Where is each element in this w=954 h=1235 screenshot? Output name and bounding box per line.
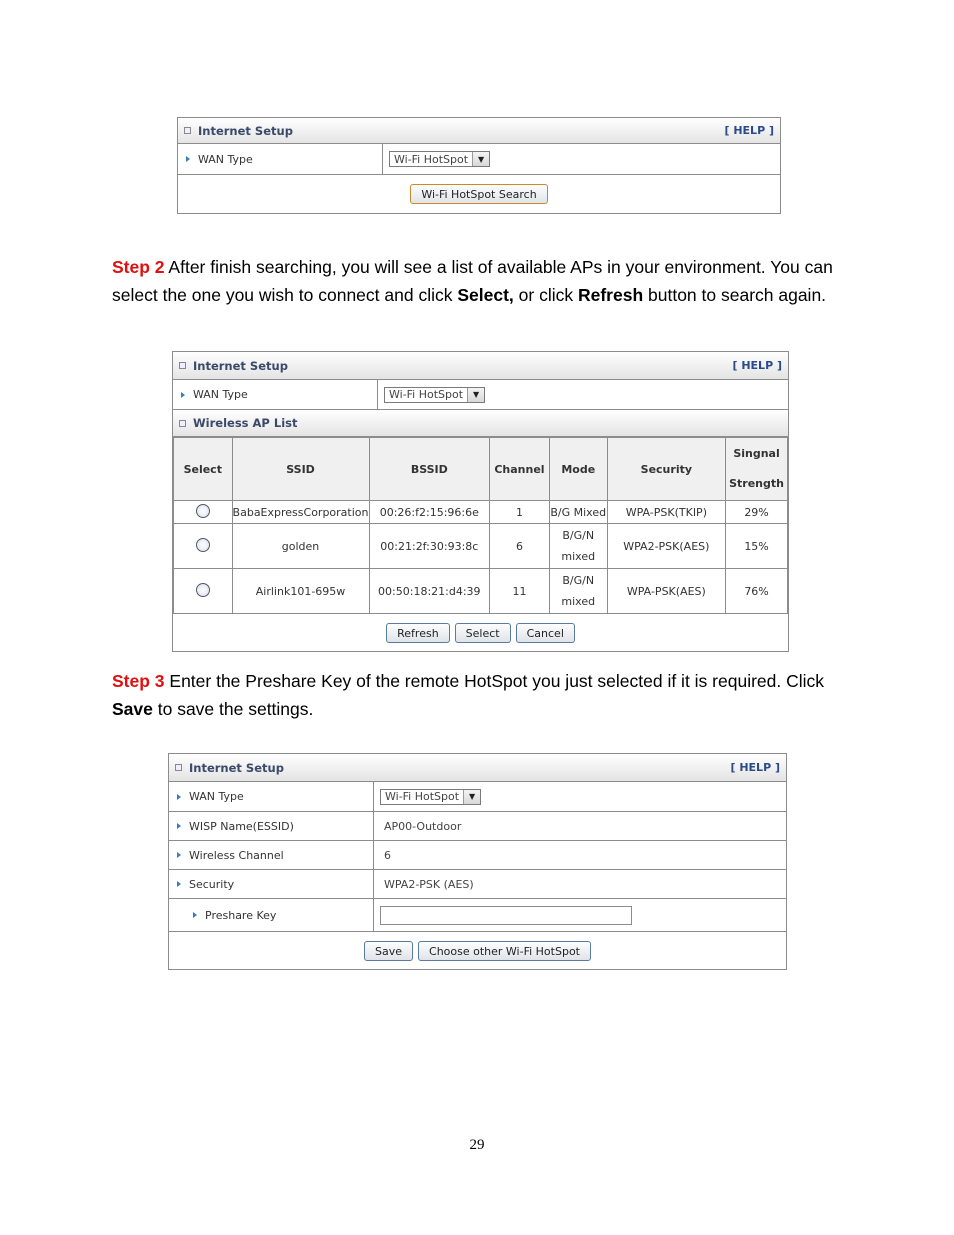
table-header-row xyxy=(174,438,788,501)
wan-type-row xyxy=(178,144,780,175)
select-radio[interactable] xyxy=(196,538,210,552)
wan-type-select[interactable]: Wi-Fi HotSpot ▼ xyxy=(384,387,485,403)
select-radio[interactable] xyxy=(196,504,210,518)
col-mode: Mode xyxy=(549,438,607,501)
refresh-button[interactable]: Refresh xyxy=(386,623,450,643)
panel-header xyxy=(178,118,780,144)
arrow-right-icon xyxy=(177,852,181,858)
ap-list-table xyxy=(173,437,788,614)
security-value: WPA2-PSK (AES) xyxy=(384,877,474,891)
step2-paragraph: Step 2 After finish searching, you will see a list of available APs in your environment. You can select the one you wish to connect and click Select, or click Refresh button to search again. xyxy=(112,257,833,305)
section-icon xyxy=(179,362,186,369)
panel-title: Internet Setup xyxy=(198,123,293,138)
wan-type-select[interactable]: Wi-Fi HotSpot ▼ xyxy=(380,789,481,805)
panel-header xyxy=(169,754,786,782)
cancel-button[interactable]: Cancel xyxy=(516,623,575,643)
wan-type-row xyxy=(173,380,788,410)
wisp-name-row xyxy=(169,812,786,841)
wifi-hotspot-search-button[interactable]: Wi-Fi HotSpot Search xyxy=(410,184,547,204)
preshare-key-input[interactable] xyxy=(380,906,632,925)
choose-other-hotspot-button[interactable]: Choose other Wi-Fi HotSpot xyxy=(418,941,591,961)
help-link[interactable]: [ HELP ] xyxy=(724,124,774,137)
section-icon xyxy=(184,127,191,134)
table-row: Airlink101-695w 00:50:18:21:d4:39 11 B/G/N mixed WPA-PSK(AES) 76% xyxy=(174,569,788,614)
select-button[interactable]: Select xyxy=(455,623,511,643)
col-bssid: BSSID xyxy=(369,438,490,501)
arrow-right-icon xyxy=(186,156,190,162)
panel-title: Internet Setup xyxy=(189,760,284,775)
table-row: golden 00:21:2f:30:93:8c 6 B/G/N mixed WPA2-PSK(AES) 15% xyxy=(174,524,788,569)
security-row xyxy=(169,870,786,899)
wireless-channel-label: Wireless Channel xyxy=(189,848,284,862)
arrow-right-icon xyxy=(177,881,181,887)
wireless-channel-value: 6 xyxy=(384,848,391,862)
arrow-right-icon xyxy=(181,392,185,398)
preshare-key-row xyxy=(169,899,786,932)
internet-setup-panel-3 xyxy=(168,753,787,970)
wan-type-label: WAN Type xyxy=(193,388,248,401)
col-select: Select xyxy=(174,438,233,501)
col-ssid: SSID xyxy=(232,438,369,501)
col-security: Security xyxy=(607,438,725,501)
ap-list-title: Wireless AP List xyxy=(193,416,298,430)
wisp-name-label: WISP Name(ESSID) xyxy=(189,819,294,833)
internet-setup-panel-2 xyxy=(172,351,789,652)
wisp-name-value: AP00-Outdoor xyxy=(384,819,462,833)
arrow-right-icon xyxy=(177,823,181,829)
chevron-down-icon: ▼ xyxy=(463,790,480,804)
security-label: Security xyxy=(189,877,235,891)
page-number: 29 xyxy=(469,1137,485,1153)
step2-label: Step 2 xyxy=(112,257,165,277)
ap-list-header xyxy=(173,410,788,437)
table-row: BabaExpressCorporation 00:26:f2:15:96:6e 1 B/G Mixed WPA-PSK(TKIP) 29% xyxy=(174,501,788,524)
chevron-down-icon: ▼ xyxy=(472,152,489,166)
wan-type-select[interactable]: Wi-Fi HotSpot ▼ xyxy=(389,151,490,167)
step3-paragraph: Step 3 Enter the Preshare Key of the remote HotSpot you just selected if it is required. Click Save to save the settings. xyxy=(112,671,825,719)
select-radio[interactable] xyxy=(196,583,210,597)
save-button[interactable]: Save xyxy=(364,941,413,961)
col-signal: Singnal Strength xyxy=(726,438,788,501)
help-link[interactable]: [ HELP ] xyxy=(730,761,780,774)
chevron-down-icon: ▼ xyxy=(467,388,484,402)
section-icon xyxy=(179,420,186,427)
wan-type-label: WAN Type xyxy=(198,152,253,166)
internet-setup-panel-1 xyxy=(177,117,781,214)
help-link[interactable]: [ HELP ] xyxy=(732,359,782,372)
arrow-right-icon xyxy=(177,794,181,800)
wan-type-row xyxy=(169,782,786,812)
col-channel: Channel xyxy=(490,438,550,501)
panel-title: Internet Setup xyxy=(193,358,288,373)
wireless-channel-row xyxy=(169,841,786,870)
arrow-right-icon xyxy=(193,912,197,918)
section-icon xyxy=(175,764,182,771)
wan-type-label: WAN Type xyxy=(189,790,244,803)
panel-header xyxy=(173,352,788,380)
step3-label: Step 3 xyxy=(112,671,165,691)
preshare-key-label: Preshare Key xyxy=(205,908,277,922)
